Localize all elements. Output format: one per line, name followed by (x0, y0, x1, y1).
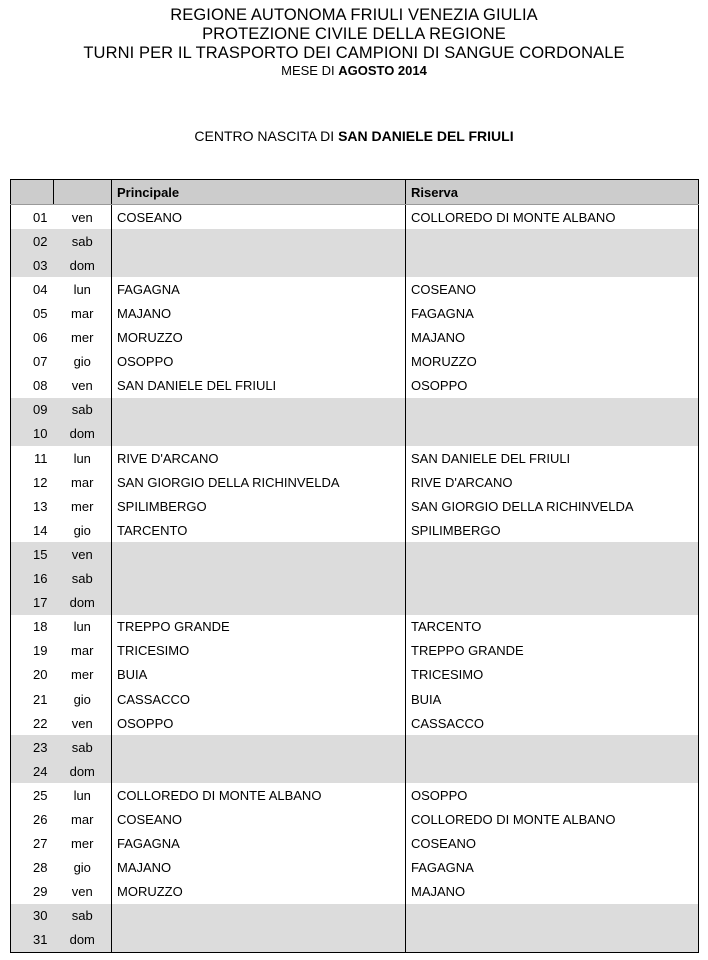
day-number: 28 (33, 860, 48, 876)
day-number: 26 (33, 811, 48, 827)
day-number: 24 (11, 759, 54, 783)
riserva-cell: SPILIMBERGO (406, 518, 699, 542)
table-row (11, 518, 699, 542)
riserva-cell: OSOPPO (406, 783, 699, 807)
table-row (11, 277, 699, 301)
day-number: 09 (11, 398, 54, 422)
principale-cell: BUIA (112, 663, 406, 687)
weekday: mer (71, 836, 94, 852)
principale-cell (112, 928, 406, 953)
weekday: lun (73, 450, 91, 466)
day-number: 01 (33, 209, 48, 225)
riserva-cell (406, 253, 699, 277)
weekday: sab (54, 904, 112, 928)
riserva-cell (406, 542, 699, 566)
riserva-cell: OSOPPO (406, 374, 699, 398)
principale-cell: MORUZZO (112, 880, 406, 904)
riserva-cell: SAN GIORGIO DELLA RICHINVELDA (406, 494, 699, 518)
table-row (11, 832, 699, 856)
weekday: gio (73, 860, 91, 876)
table-row (11, 856, 699, 880)
day-number: 12 (33, 474, 48, 490)
weekday: mer (71, 667, 94, 683)
day-number: 13 (33, 498, 48, 514)
day-number: 25 (33, 787, 48, 803)
riserva-cell (406, 398, 699, 422)
riserva-cell: TRICESIMO (406, 663, 699, 687)
principale-cell: COSEANO (112, 205, 406, 230)
weekday: mer (71, 330, 94, 346)
weekday: mar (71, 474, 94, 490)
table-header-row (11, 180, 699, 205)
table-row (11, 735, 699, 759)
day-number: 10 (11, 422, 54, 446)
month-value: AGOSTO 2014 (338, 63, 427, 78)
riserva-cell: FAGAGNA (406, 856, 699, 880)
weekday: dom (54, 928, 112, 953)
principale-cell: SAN DANIELE DEL FRIULI (112, 374, 406, 398)
day-number: 14 (33, 522, 48, 538)
weekday: sab (54, 229, 112, 253)
riserva-cell: RIVE D'ARCANO (406, 470, 699, 494)
document-header (0, 6, 708, 79)
riserva-cell (406, 759, 699, 783)
riserva-cell: SAN DANIELE DEL FRIULI (406, 446, 699, 470)
header-region: REGIONE AUTONOMA FRIULI VENEZIA GIULIA (170, 6, 538, 24)
weekday: sab (54, 735, 112, 759)
principale-cell: FAGAGNA (112, 277, 406, 301)
table-row (11, 542, 699, 566)
riserva-cell: COSEANO (406, 832, 699, 856)
principale-cell: TARCENTO (112, 518, 406, 542)
riserva-cell: MAJANO (406, 326, 699, 350)
table-row (11, 229, 699, 253)
centro-name: SAN DANIELE DEL FRIULI (338, 128, 514, 144)
riserva-cell: MAJANO (406, 880, 699, 904)
day-number: 16 (11, 567, 54, 591)
table-row (11, 422, 699, 446)
day-number: 04 (33, 281, 48, 297)
table-row (11, 928, 699, 953)
riserva-cell (406, 735, 699, 759)
header-title: TURNI PER IL TRASPORTO DEI CAMPIONI DI SANGUE CORDONALE (83, 44, 625, 62)
principale-cell (112, 542, 406, 566)
day-number: 15 (11, 542, 54, 566)
header-department: PROTEZIONE CIVILE DELLA REGIONE (202, 25, 506, 43)
weekday: mar (71, 306, 94, 322)
weekday: ven (71, 209, 93, 225)
riserva-cell (406, 928, 699, 953)
header-riserva: Riserva (406, 180, 699, 205)
centro-prefix: CENTRO NASCITA DI (194, 128, 339, 144)
table-row (11, 711, 699, 735)
table-row (11, 494, 699, 518)
principale-cell: OSOPPO (112, 350, 406, 374)
riserva-cell: TREPPO GRANDE (406, 639, 699, 663)
table-row (11, 904, 699, 928)
table-row (11, 326, 699, 350)
riserva-cell: COSEANO (406, 277, 699, 301)
month-prefix: MESE DI (281, 63, 339, 78)
day-number: 03 (11, 253, 54, 277)
weekday: lun (73, 787, 91, 803)
weekday: gio (73, 354, 91, 370)
day-number: 23 (11, 735, 54, 759)
riserva-cell: TARCENTO (406, 615, 699, 639)
weekday: dom (54, 253, 112, 277)
riserva-cell (406, 567, 699, 591)
riserva-cell: COLLOREDO DI MONTE ALBANO (406, 807, 699, 831)
table-row (11, 615, 699, 639)
table-body (11, 205, 699, 953)
principale-cell (112, 591, 406, 615)
principale-cell: TRICESIMO (112, 639, 406, 663)
day-number: 18 (33, 619, 48, 635)
table-row (11, 880, 699, 904)
table-row (11, 350, 699, 374)
weekday: ven (71, 884, 93, 900)
weekday: ven (71, 715, 93, 731)
day-number: 27 (33, 836, 48, 852)
riserva-cell (406, 229, 699, 253)
header-month (0, 63, 708, 79)
principale-cell: SPILIMBERGO (112, 494, 406, 518)
principale-cell: MAJANO (112, 301, 406, 325)
shift-table (10, 179, 699, 953)
principale-cell: MORUZZO (112, 326, 406, 350)
table-row (11, 398, 699, 422)
principale-cell (112, 253, 406, 277)
weekday: lun (73, 281, 91, 297)
riserva-cell: MORUZZO (406, 350, 699, 374)
day-number: 08 (33, 378, 48, 394)
weekday: sab (54, 398, 112, 422)
day-number: 19 (33, 643, 48, 659)
table-row (11, 205, 699, 230)
weekday: gio (73, 522, 91, 538)
table-row (11, 591, 699, 615)
birth-center-title (0, 128, 708, 144)
header-num (11, 180, 54, 205)
weekday: dom (54, 591, 112, 615)
table-row (11, 783, 699, 807)
table-row (11, 470, 699, 494)
day-number: 21 (33, 691, 48, 707)
table-row (11, 567, 699, 591)
weekday: mar (71, 811, 94, 827)
day-number: 20 (33, 667, 48, 683)
weekday: lun (73, 619, 91, 635)
principale-cell (112, 229, 406, 253)
header-principale: Principale (112, 180, 406, 205)
weekday: dom (54, 422, 112, 446)
principale-cell (112, 759, 406, 783)
table-row (11, 663, 699, 687)
day-number: 30 (11, 904, 54, 928)
day-number: 17 (11, 591, 54, 615)
riserva-cell (406, 422, 699, 446)
principale-cell (112, 422, 406, 446)
riserva-cell: CASSACCO (406, 711, 699, 735)
day-number: 31 (11, 928, 54, 953)
day-number: 11 (34, 450, 48, 466)
day-number: 05 (33, 306, 48, 322)
table-row (11, 374, 699, 398)
day-number: 07 (33, 354, 48, 370)
table-row (11, 807, 699, 831)
table-row (11, 253, 699, 277)
principale-cell (112, 398, 406, 422)
riserva-cell: FAGAGNA (406, 301, 699, 325)
day-number: 22 (33, 715, 48, 731)
principale-cell: MAJANO (112, 856, 406, 880)
principale-cell: OSOPPO (112, 711, 406, 735)
weekday: sab (54, 567, 112, 591)
principale-cell (112, 904, 406, 928)
day-number: 06 (33, 330, 48, 346)
riserva-cell: COLLOREDO DI MONTE ALBANO (406, 205, 699, 230)
weekday: ven (71, 378, 93, 394)
principale-cell: RIVE D'ARCANO (112, 446, 406, 470)
weekday: mar (71, 643, 94, 659)
weekday: dom (54, 759, 112, 783)
principale-cell: COLLOREDO DI MONTE ALBANO (112, 783, 406, 807)
weekday: gio (73, 691, 91, 707)
riserva-cell: BUIA (406, 687, 699, 711)
table-row (11, 687, 699, 711)
day-number: 29 (33, 884, 48, 900)
principale-cell: COSEANO (112, 807, 406, 831)
weekday: ven (54, 542, 112, 566)
principale-cell (112, 735, 406, 759)
table-row (11, 446, 699, 470)
header-day (54, 180, 112, 205)
riserva-cell (406, 591, 699, 615)
principale-cell: CASSACCO (112, 687, 406, 711)
day-number: 02 (11, 229, 54, 253)
table-row (11, 301, 699, 325)
principale-cell: SAN GIORGIO DELLA RICHINVELDA (112, 470, 406, 494)
principale-cell: FAGAGNA (112, 832, 406, 856)
table-row (11, 639, 699, 663)
principale-cell: TREPPO GRANDE (112, 615, 406, 639)
principale-cell (112, 567, 406, 591)
riserva-cell (406, 904, 699, 928)
table-row (11, 759, 699, 783)
weekday: mer (71, 498, 94, 514)
